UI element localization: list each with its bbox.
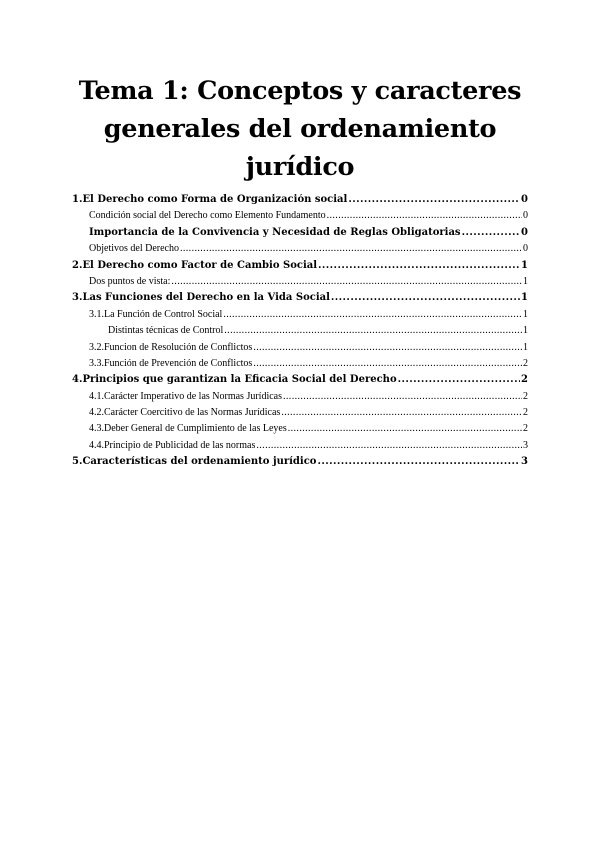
document-title: Tema 1: Conceptos y caracteres generales del ordenamiento jurídico: [78, 76, 522, 182]
toc-dot-leader: [171, 276, 522, 287]
toc-page-number: 2: [523, 423, 528, 435]
toc-dot-leader: [331, 292, 520, 303]
toc-page-number: 1: [523, 275, 528, 287]
toc-entry-text: 2.El Derecho como Factor de Cambio Social: [72, 259, 318, 271]
toc-entry[interactable]: [72, 325, 528, 341]
toc-entry[interactable]: [72, 276, 528, 292]
toc-dot-leader: [327, 210, 522, 221]
toc-entry[interactable]: [72, 440, 528, 456]
toc-entry[interactable]: [72, 407, 528, 423]
toc-page-number: 3: [523, 439, 528, 451]
toc-dot-leader: [224, 325, 522, 336]
toc-page-number: 1: [523, 308, 528, 320]
toc-entry-text: Condición social del Derecho como Elemento Fundamento: [89, 210, 326, 222]
toc-dot-leader: [462, 227, 520, 238]
toc-entry-text: Importancia de la Convivencia y Necesidad de Reglas Obligatorias: [89, 226, 461, 238]
toc-entry-text: 4.2.Carácter Coercitivo de las Normas Jurídicas: [89, 407, 281, 419]
toc-entry-text: Distintas técnicas de Control: [108, 325, 224, 337]
toc-dot-leader: [283, 391, 522, 402]
toc-entry-text: Objetivos del Derecho: [89, 243, 179, 255]
toc-dot-leader: [253, 342, 522, 353]
toc-entry-text: 3.Las Funciones del Derecho en la Vida Social: [72, 292, 330, 304]
toc-entry[interactable]: [72, 456, 528, 472]
toc-entry-text: 3.3.Función de Prevención de Conflictos: [89, 357, 253, 369]
toc-dot-leader: [180, 243, 522, 254]
toc-entry-text: 4.3.Deber General de Cumplimiento de las Leyes: [89, 423, 287, 435]
toc-dot-leader: [318, 260, 520, 271]
toc-page-number: 2: [523, 357, 528, 369]
toc-page-number: 1: [521, 259, 528, 271]
toc-entry[interactable]: [72, 374, 528, 390]
toc-dot-leader: [253, 358, 522, 369]
toc-entry[interactable]: [72, 391, 528, 407]
toc-page-number: 1: [523, 325, 528, 337]
toc-entry-text: 3.2.Funcion de Resolución de Conflictos: [89, 341, 253, 353]
table-of-contents: [72, 194, 528, 473]
toc-entry[interactable]: [72, 292, 528, 308]
toc-entry[interactable]: [72, 260, 528, 276]
toc-page-number: 2: [521, 374, 528, 386]
toc-entry-text: 4.1.Carácter Imperativo de las Normas Jurídicas: [89, 390, 282, 402]
toc-dot-leader: [288, 423, 522, 434]
toc-page-number: 2: [523, 390, 528, 402]
toc-entry-text: 5.Características del ordenamiento jurídico: [72, 456, 317, 468]
toc-page-number: 1: [521, 292, 528, 304]
toc-page-number: 2: [523, 407, 528, 419]
toc-entry-text: 4.Principios que garantizan la Eficacia Social del Derecho: [72, 374, 397, 386]
toc-dot-leader: [281, 407, 522, 418]
toc-page-number: 0: [521, 194, 528, 205]
toc-entry-text: 3.1.La Función de Control Social: [89, 308, 223, 320]
toc-dot-leader: [317, 456, 520, 467]
toc-entry-text: 1.El Derecho como Forma de Organización social: [72, 194, 348, 205]
toc-page-number: 0: [523, 243, 528, 255]
toc-entry[interactable]: [72, 194, 528, 210]
toc-page-number: 3: [521, 456, 528, 468]
toc-entry[interactable]: [72, 358, 528, 374]
toc-entry[interactable]: [72, 227, 528, 243]
toc-entry-text: Dos puntos de vista:: [89, 275, 171, 287]
toc-entry[interactable]: [72, 423, 528, 439]
toc-entry[interactable]: [72, 309, 528, 325]
toc-entry[interactable]: [72, 210, 528, 226]
toc-entry[interactable]: [72, 342, 528, 358]
toc-dot-leader: [223, 309, 522, 320]
toc-page-number: 0: [523, 210, 528, 222]
toc-dot-leader: [348, 194, 520, 205]
toc-page-number: 1: [523, 341, 528, 353]
toc-dot-leader: [256, 440, 522, 451]
toc-entry[interactable]: [72, 243, 528, 259]
toc-entry-text: 4.4.Principio de Publicidad de las normas: [89, 439, 256, 451]
toc-page-number: 0: [521, 226, 528, 238]
toc-dot-leader: [398, 374, 520, 385]
